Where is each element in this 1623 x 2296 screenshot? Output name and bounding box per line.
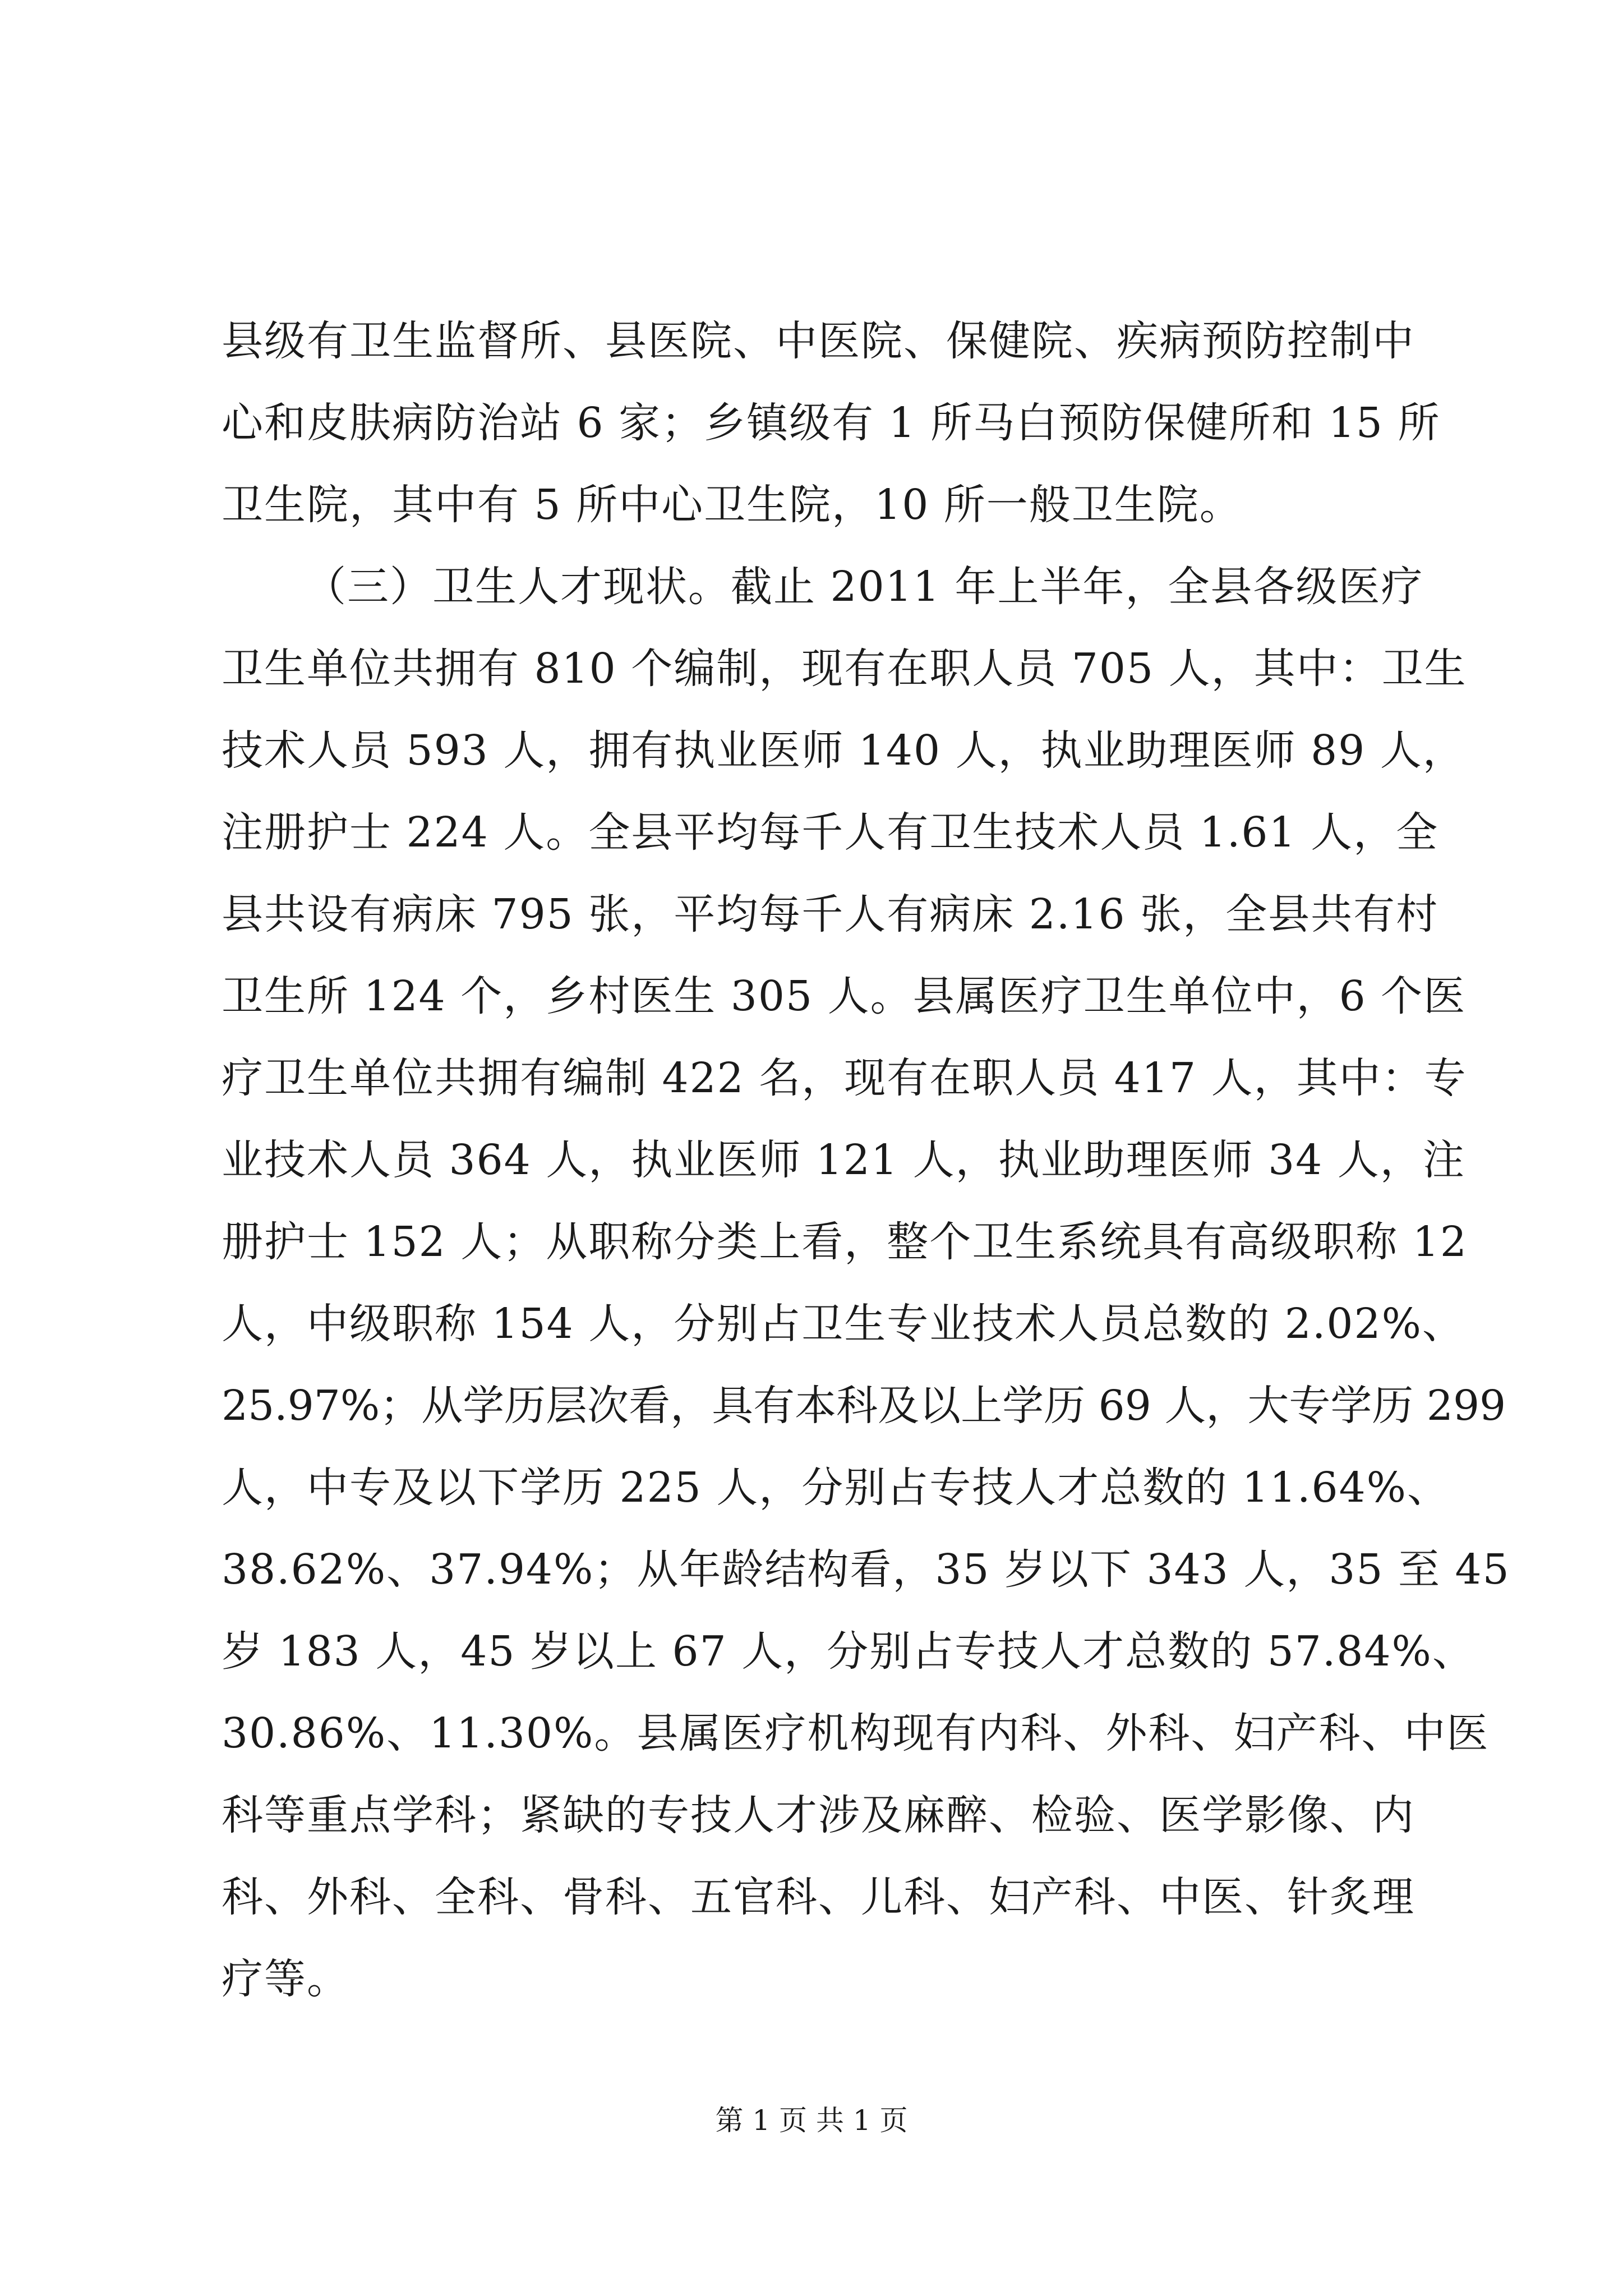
page-footer [0, 2101, 1623, 2140]
section-heading-line: （三）卫生人才现状。截止 2011 年上半年，全县各级医疗 [305, 563, 1424, 611]
text-line: 注册护士 224 人。全县平均每千人有卫生技术人员 1.61 人，全 [222, 808, 1439, 857]
text-line: 科等重点学科；紧缺的专技人才涉及麻醉、检验、医学影像、内 [222, 1791, 1415, 1839]
text-line: 疗等。 [222, 1955, 349, 2003]
text-line: 县共设有病床 795 张，平均每千人有病床 2.16 张，全县共有村 [222, 890, 1439, 938]
text-line: 技术人员 593 人，拥有执业医师 140 人，执业助理医师 89 人， [222, 726, 1465, 775]
page-number-label: 第 1 页 共 1 页 [715, 2104, 908, 2137]
document-body [222, 300, 1510, 2020]
text-line: 卫生院，其中有 5 所中心卫生院，10 所一般卫生院。 [222, 481, 1242, 529]
text-line: 25.97%；从学历层次看，具有本科及以上学历 69 人，大专学历 299 [222, 1382, 1506, 1430]
text-line: 卫生单位共拥有 810 个编制，现有在职人员 705 人，其中：卫生 [222, 645, 1467, 693]
text-line: 疗卫生单位共拥有编制 422 名，现有在职人员 417 人，其中：专 [222, 1054, 1467, 1102]
text-line: 30.86%、11.30%。县属医疗机构现有内科、外科、妇产科、中医 [222, 1709, 1490, 1757]
text-line: 岁 183 人，45 岁以上 67 人，分别占专技人才总数的 57.84%、 [222, 1627, 1475, 1676]
text-line: 心和皮肤病防治站 6 家；乡镇级有 1 所马白预防保健所和 15 所 [222, 399, 1441, 447]
text-line: 科、外科、全科、骨科、五官科、儿科、妇产科、中医、针炙理 [222, 1873, 1415, 1921]
text-line: 县级有卫生监督所、县医院、中医院、保健院、疾病预防控制中 [222, 317, 1415, 365]
text-line: 人，中专及以下学历 225 人，分别占专技人才总数的 11.64%、 [222, 1464, 1450, 1512]
text-line: 册护士 152 人；从职称分类上看，整个卫生系统具有高级职称 12 [222, 1218, 1468, 1266]
text-line: 业技术人员 364 人，执业医师 121 人，执业助理医师 34 人，注 [222, 1136, 1465, 1184]
text-line: 卫生所 124 个，乡村医生 305 人。县属医疗卫生单位中，6 个医 [222, 972, 1467, 1020]
text-line: 38.62%、37.94%；从年龄结构看，35 岁以下 343 人，35 至 45 [222, 1545, 1510, 1594]
text-line: 人，中级职称 154 人，分别占卫生专业技术人员总数的 2.02%、 [222, 1300, 1465, 1348]
